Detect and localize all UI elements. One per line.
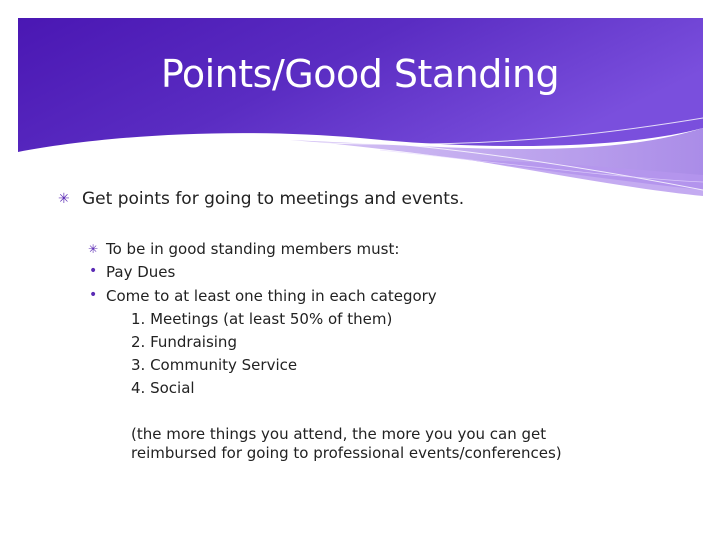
reimbursement-note: (the more things you attend, the more you you can get reimbursed for going to professional events/conferences) [131, 425, 562, 462]
dot-icon: • [89, 287, 98, 303]
main-bullet-text: Get points for going to meetings and events. [82, 189, 465, 209]
sub-bullet-text: Pay Dues [106, 263, 176, 281]
sub-bullet-text: Come to at least one thing in each category [106, 287, 437, 305]
slide-title: Points/Good Standing [160, 52, 560, 96]
sub-bullet-text: To be in good standing members must: [106, 240, 400, 258]
category-item: 3. Community Service [131, 356, 298, 374]
category-item: 1. Meetings (at least 50% of them) [131, 310, 393, 328]
asterisk-icon: ✳ [58, 191, 70, 207]
category-item: 4. Social [131, 379, 195, 397]
asterisk-icon: ✳ [88, 242, 99, 256]
dot-icon: • [89, 263, 98, 279]
category-item: 2. Fundraising [131, 333, 237, 351]
